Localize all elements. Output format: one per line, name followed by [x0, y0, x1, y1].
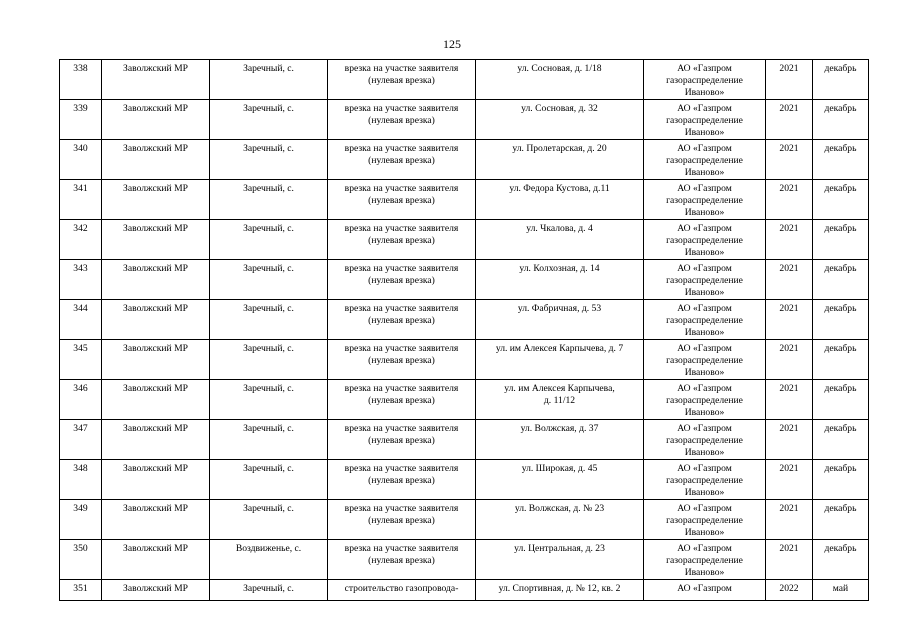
cell-year: 2021 [766, 380, 813, 420]
cell-organization [644, 340, 766, 380]
cell-district: Заволжский МР [102, 340, 210, 380]
cell-organization [644, 60, 766, 100]
cell-organization-line: АО «Газпром [677, 503, 732, 514]
cell-work-type-line: (нулевая врезка) [368, 515, 435, 526]
cell-organization-line: АО «Газпром [677, 543, 732, 554]
table-row [60, 460, 869, 500]
cell-organization-line: газораспределение [666, 235, 743, 246]
cell-work-type [328, 500, 476, 540]
cell-work-type [328, 60, 476, 100]
cell-work-type-line: врезка на участке заявителя [344, 103, 459, 114]
cell-organization-line: Иваново» [684, 487, 725, 498]
cell-year: 2022 [766, 580, 813, 601]
cell-month: декабрь [813, 340, 869, 380]
cell-address [476, 540, 644, 580]
cell-organization-line: Иваново» [684, 287, 725, 298]
cell-district: Заволжский МР [102, 220, 210, 260]
cell-organization-line: газораспределение [666, 155, 743, 166]
cell-work-type-line: врезка на участке заявителя [344, 63, 459, 74]
cell-month: декабрь [813, 460, 869, 500]
cell-year: 2021 [766, 100, 813, 140]
cell-organization-line: Иваново» [684, 567, 725, 578]
cell-number: 348 [60, 460, 102, 500]
cell-work-type-line: (нулевая врезка) [368, 275, 435, 286]
cell-organization [644, 220, 766, 260]
table-row [60, 420, 869, 460]
cell-work-type-line: врезка на участке заявителя [344, 463, 459, 474]
cell-address-line: ул. Колхозная, д. 14 [519, 263, 600, 274]
cell-work-type-line: врезка на участке заявителя [344, 383, 459, 394]
cell-year: 2021 [766, 220, 813, 260]
table-row [60, 500, 869, 540]
cell-work-type [328, 380, 476, 420]
cell-locality: Заречный, с. [210, 420, 328, 460]
cell-year: 2021 [766, 60, 813, 100]
cell-year: 2021 [766, 540, 813, 580]
cell-organization-line: газораспределение [666, 515, 743, 526]
cell-year: 2021 [766, 300, 813, 340]
cell-address [476, 220, 644, 260]
cell-address [476, 380, 644, 420]
cell-organization-line: Иваново» [684, 167, 725, 178]
cell-number: 342 [60, 220, 102, 260]
cell-district: Заволжский МР [102, 140, 210, 180]
cell-number: 343 [60, 260, 102, 300]
page-number: 125 [443, 37, 461, 51]
cell-organization-line: Иваново» [684, 407, 725, 418]
cell-month: декабрь [813, 140, 869, 180]
cell-organization-line: газораспределение [666, 115, 743, 126]
cell-organization-line: АО «Газпром [677, 463, 732, 474]
cell-month: декабрь [813, 540, 869, 580]
cell-organization-line: Иваново» [684, 247, 725, 258]
cell-work-type-line: (нулевая врезка) [368, 155, 435, 166]
table-row [60, 380, 869, 420]
cell-organization [644, 460, 766, 500]
cell-number: 351 [60, 580, 102, 601]
cell-organization-line: АО «Газпром [677, 103, 732, 114]
cell-year: 2021 [766, 260, 813, 300]
registry-table [59, 59, 869, 601]
cell-work-type-line: (нулевая врезка) [368, 115, 435, 126]
cell-district: Заволжский МР [102, 260, 210, 300]
table-row [60, 60, 869, 100]
cell-organization-line: АО «Газпром [677, 583, 732, 594]
cell-address-line: ул. Центральная, д. 23 [514, 543, 605, 554]
cell-address [476, 580, 644, 601]
cell-address-line: ул. Фабричная, д. 53 [517, 303, 602, 314]
cell-address [476, 500, 644, 540]
cell-month: декабрь [813, 380, 869, 420]
cell-organization-line: АО «Газпром [677, 303, 732, 314]
cell-work-type-line: врезка на участке заявителя [344, 263, 459, 274]
cell-organization-line: Иваново» [684, 327, 725, 338]
cell-work-type-line: (нулевая врезка) [368, 75, 435, 86]
cell-district: Заволжский МР [102, 540, 210, 580]
cell-organization [644, 140, 766, 180]
cell-locality: Заречный, с. [210, 260, 328, 300]
cell-address-line: д. 11/12 [543, 395, 576, 406]
cell-address-line: ул. Широкая, д. 45 [521, 463, 598, 474]
cell-work-type-line: (нулевая врезка) [368, 195, 435, 206]
cell-district: Заволжский МР [102, 420, 210, 460]
cell-work-type-line: врезка на участке заявителя [344, 503, 459, 514]
cell-work-type-line: (нулевая врезка) [368, 435, 435, 446]
cell-locality: Заречный, с. [210, 580, 328, 601]
cell-address-line: ул. Сосновая, д. 32 [521, 103, 598, 114]
cell-organization-line: газораспределение [666, 75, 743, 86]
cell-locality: Заречный, с. [210, 60, 328, 100]
cell-locality: Заречный, с. [210, 500, 328, 540]
cell-district: Заволжский МР [102, 500, 210, 540]
cell-address [476, 60, 644, 100]
cell-locality: Заречный, с. [210, 180, 328, 220]
cell-month: декабрь [813, 300, 869, 340]
cell-month: декабрь [813, 60, 869, 100]
cell-work-type [328, 580, 476, 601]
cell-work-type [328, 340, 476, 380]
cell-address-line: ул. Спортивная, д. № 12, кв. 2 [498, 583, 621, 594]
cell-district: Заволжский МР [102, 100, 210, 140]
cell-organization-line: газораспределение [666, 555, 743, 566]
cell-address-line: ул. Федора Кустова, д.11 [509, 183, 610, 194]
cell-work-type [328, 100, 476, 140]
cell-address [476, 420, 644, 460]
cell-address-line: ул. им Алексея Карпычева, д. 7 [495, 343, 624, 354]
cell-year: 2021 [766, 180, 813, 220]
cell-month: декабрь [813, 260, 869, 300]
cell-locality: Заречный, с. [210, 140, 328, 180]
cell-number: 346 [60, 380, 102, 420]
cell-work-type-line: (нулевая врезка) [368, 395, 435, 406]
cell-organization-line: АО «Газпром [677, 223, 732, 234]
table-body [60, 60, 869, 601]
cell-month: декабрь [813, 500, 869, 540]
cell-organization-line: газораспределение [666, 395, 743, 406]
cell-year: 2021 [766, 140, 813, 180]
cell-locality: Заречный, с. [210, 340, 328, 380]
cell-organization-line: Иваново» [684, 527, 725, 538]
table-row [60, 580, 869, 601]
cell-district: Заволжский МР [102, 380, 210, 420]
cell-district: Заволжский МР [102, 180, 210, 220]
cell-organization-line: газораспределение [666, 195, 743, 206]
cell-organization [644, 100, 766, 140]
cell-organization [644, 300, 766, 340]
cell-number: 350 [60, 540, 102, 580]
cell-work-type [328, 180, 476, 220]
cell-month: декабрь [813, 220, 869, 260]
cell-organization-line: газораспределение [666, 475, 743, 486]
cell-work-type [328, 460, 476, 500]
cell-work-type-line: врезка на участке заявителя [344, 543, 459, 554]
cell-year: 2021 [766, 420, 813, 460]
cell-address-line: ул. Чкалова, д. 4 [526, 223, 593, 234]
cell-address [476, 180, 644, 220]
cell-organization-line: Иваново» [684, 87, 725, 98]
cell-work-type-line: (нулевая врезка) [368, 315, 435, 326]
cell-organization-line: Иваново» [684, 127, 725, 138]
cell-month: декабрь [813, 180, 869, 220]
cell-district: Заволжский МР [102, 460, 210, 500]
cell-number: 341 [60, 180, 102, 220]
cell-organization-line: Иваново» [684, 447, 725, 458]
cell-address [476, 340, 644, 380]
cell-address-line: ул. Волжская, д. № 23 [514, 503, 605, 514]
cell-organization [644, 580, 766, 601]
table-row [60, 300, 869, 340]
cell-organization-line: Иваново» [684, 367, 725, 378]
cell-locality: Заречный, с. [210, 300, 328, 340]
cell-address [476, 100, 644, 140]
cell-district: Заволжский МР [102, 580, 210, 601]
table-row [60, 540, 869, 580]
cell-organization-line: газораспределение [666, 435, 743, 446]
cell-organization-line: газораспределение [666, 275, 743, 286]
cell-organization [644, 260, 766, 300]
cell-address [476, 460, 644, 500]
table-row [60, 260, 869, 300]
cell-work-type-line: врезка на участке заявителя [344, 183, 459, 194]
cell-organization-line: АО «Газпром [677, 143, 732, 154]
cell-work-type [328, 300, 476, 340]
cell-locality: Заречный, с. [210, 220, 328, 260]
cell-work-type [328, 540, 476, 580]
cell-organization-line: АО «Газпром [677, 263, 732, 274]
cell-work-type-line: (нулевая врезка) [368, 355, 435, 366]
cell-work-type [328, 260, 476, 300]
cell-year: 2021 [766, 500, 813, 540]
cell-organization-line: газораспределение [666, 315, 743, 326]
table-row [60, 140, 869, 180]
cell-organization [644, 540, 766, 580]
cell-organization-line: Иваново» [684, 207, 725, 218]
cell-organization-line: АО «Газпром [677, 63, 732, 74]
cell-organization-line: АО «Газпром [677, 343, 732, 354]
cell-work-type-line: (нулевая врезка) [368, 235, 435, 246]
table-row [60, 100, 869, 140]
table-row [60, 180, 869, 220]
cell-year: 2021 [766, 340, 813, 380]
cell-work-type-line: врезка на участке заявителя [344, 423, 459, 434]
cell-locality: Заречный, с. [210, 380, 328, 420]
cell-locality: Воздвиженье, с. [210, 540, 328, 580]
table-row [60, 220, 869, 260]
cell-address [476, 140, 644, 180]
cell-locality: Заречный, с. [210, 100, 328, 140]
cell-month: май [813, 580, 869, 601]
cell-organization-line: АО «Газпром [677, 383, 732, 394]
cell-organization-line: АО «Газпром [677, 183, 732, 194]
cell-number: 345 [60, 340, 102, 380]
cell-organization [644, 420, 766, 460]
cell-address [476, 260, 644, 300]
cell-address-line: ул. Волжская, д. 37 [520, 423, 599, 434]
cell-organization-line: АО «Газпром [677, 423, 732, 434]
cell-address-line: ул. им Алексея Карпычева, [504, 383, 615, 394]
cell-number: 338 [60, 60, 102, 100]
cell-number: 349 [60, 500, 102, 540]
cell-organization [644, 500, 766, 540]
cell-number: 340 [60, 140, 102, 180]
cell-address [476, 300, 644, 340]
cell-locality: Заречный, с. [210, 460, 328, 500]
cell-number: 339 [60, 100, 102, 140]
cell-work-type-line: врезка на участке заявителя [344, 143, 459, 154]
cell-organization-line: газораспределение [666, 355, 743, 366]
cell-organization [644, 380, 766, 420]
cell-work-type [328, 140, 476, 180]
cell-number: 344 [60, 300, 102, 340]
table-row [60, 340, 869, 380]
cell-work-type-line: врезка на участке заявителя [344, 223, 459, 234]
cell-month: декабрь [813, 100, 869, 140]
cell-month: декабрь [813, 420, 869, 460]
cell-address-line: ул. Пролетарская, д. 20 [512, 143, 607, 154]
cell-work-type [328, 420, 476, 460]
cell-work-type-line: (нулевая врезка) [368, 555, 435, 566]
cell-work-type-line: врезка на участке заявителя [344, 303, 459, 314]
cell-work-type-line: врезка на участке заявителя [344, 343, 459, 354]
cell-address-line: ул. Сосновая, д. 1/18 [517, 63, 602, 74]
cell-district: Заволжский МР [102, 300, 210, 340]
cell-work-type [328, 220, 476, 260]
cell-work-type-line: строительство газопровода- [344, 583, 459, 594]
cell-district: Заволжский МР [102, 60, 210, 100]
cell-organization [644, 180, 766, 220]
cell-work-type-line: (нулевая врезка) [368, 475, 435, 486]
cell-year: 2021 [766, 460, 813, 500]
cell-number: 347 [60, 420, 102, 460]
